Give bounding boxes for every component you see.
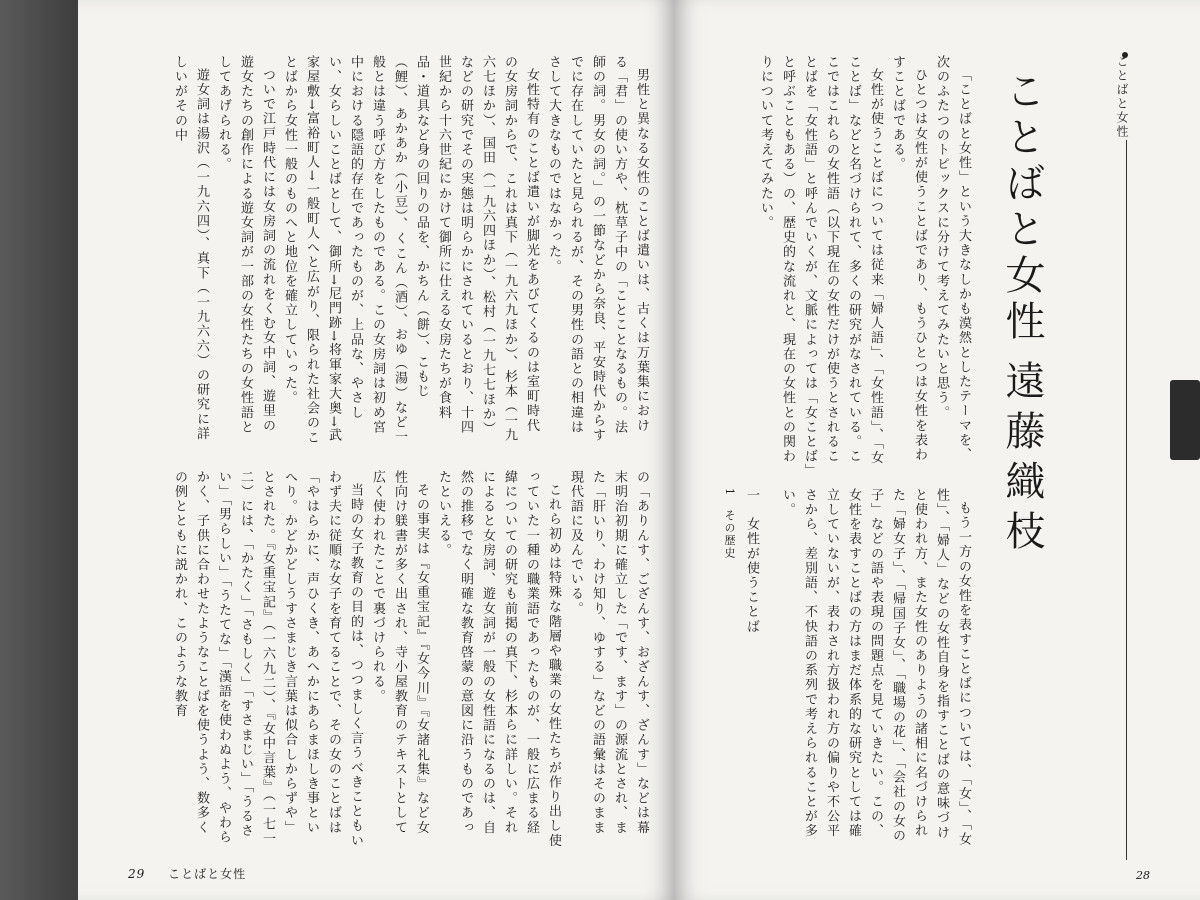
paragraph: の「ありんす、ござんす、おざんす、ざんす」などは幕末明治初期に確立した「です、ます」の源流とされ、また「肝いり、わけ知り、ゆする」などの語彙はそのまま現代語に及んでいる。 [568, 470, 649, 835]
paragraph: 男性と異なる女性のことば遣いは、古くは万葉集における「君」の使い方や、枕草子中の「ことことなるもの。法師の詞。男女の詞。」の一節などから奈良、平安時代からすでに存在していたと見られるが、その男性の語との相違はさして大きなものではなかった。 [546, 55, 649, 443]
paragraph: 当時の女子教育の目的は、つつましく言うべきこともいわず夫に従順な女子を育てることで、その女のことばは「やはらかに、声ひくき、あへかにあらまほしき事といへり。かどかどしうすさまじき言葉は似合しからずや」とされた。『女重宝記』（一六九二）、『女中言葉』（一七一二）には、「かたく」「さもしく」「すさまじい」「うるさい」「男らしい」「うたてな」「漢語を使わぬよう、やわらかく、子供に合わせたようなことばを使うよう、数多くの例とともに説かれ、このような教育 [172, 470, 363, 848]
right-page [674, 0, 1200, 900]
paragraph: 「ことばと女性」という大きなしかも漠然としたテーマを、次のふたつのトピックスに分けて考えてみたいと思う。 [934, 55, 971, 463]
paragraph: 遊女詞は湯沢（一九六四）、真下（一九六六）の研究に詳しいがその中 [172, 55, 209, 442]
article-title: ことばと女性 [1000, 70, 1044, 346]
paragraph: 女性特有のことば遣いが脚光をあびてくるのは室町時代の女房詞からで、これは真下（一九六九ほか）、杉本（一九六七ほか）、国田（一九六四ほか）、松村（一九七七ほか）などの研究でその実態は明らかにされているとおり、十四世紀から十六世紀にかけて御所に仕える女房たちが食料品・道具など身の回りの品を、かちん（餅）、こもじ（鯉）、あかあか（小豆）、くこん（酒）、おゆ（湯）など一般とは違う呼び方をしたものである。この女房詞は初め宮中における隠語的存在であったものが、上品な、やさしい、女らしいことばとして、御所→尼門跡→将軍家大奥→武家屋敷→富裕町人→一般町人へと広がり、限られた社会のことばから女性一般のものへと地位を確立していった。 [282, 55, 539, 445]
running-head: ことばと女性 [1115, 55, 1129, 139]
right-upper-text-block [694, 55, 974, 475]
paragraph: これら初めは特殊な階層や職業の女性たちが作り出し使っていた一種の職業語であったものが、一般に広まる経緯についての研究も前掲の真下、杉本らに詳しい。それによると女房詞、遊女詞が一般の女性語になるのは、自然の推移でなく明確な教育啓蒙の意図に沿うものであったといえる。 [436, 470, 561, 848]
paragraph: その事実は『女重宝記』『女今川』『女諸礼集』など女性向け躾書が多く出され、寺小屋教育のテキストとして広く使われたことで裏づけられる。 [370, 470, 429, 835]
running-head-rule [1126, 140, 1127, 860]
desk-object [1170, 380, 1200, 460]
page-number: 28 [1136, 869, 1150, 882]
page-number: 29 [128, 867, 146, 881]
paragraph: もう一方の女性を表すことばについては、「女」、「女性」、「婦人」などの女性自身を指すことばの意味づけと使われ方、また女性のありようの諸相に名づけられた「婦女子」、「帰国子女」、「職場の花」、「会社の女の子」などの語や表現の問題点を見ていきたい。この、女性を表すことばの方はまだ体系的な研究としては確立していないが、表わされ方扱われ方の偏りや不公平さから、差別語、不快語の系列で考えられることが多い。 [780, 488, 971, 847]
left-footer [128, 865, 246, 882]
paragraph: 女性が使うことばについては従来「婦人語」、「女性語」、「女ことば」などと名づけられて、多くの研究がなされている。ここではこれらの女性語（以下現在の女性だけが使うとされることばを「女性語」と呼んでいくが、文脈によっては「女ことば」と呼ぶこともある）の、歴史的な流れと、現在の女性との関わりについて考えてみたい。 [758, 55, 883, 472]
right-lower-text-block [694, 488, 974, 848]
running-footer-title: ことばと女性 [168, 867, 247, 881]
author-name: 遠藤織枝 [999, 360, 1045, 560]
left-upper-text-block [87, 55, 652, 445]
paragraph: ひとつは女性が使うことばであり、もうひとつは女性を表わすことばである。 [890, 55, 927, 463]
section-heading: 一 女性が使うことば [744, 488, 759, 634]
left-lower-text-block [87, 470, 652, 848]
left-page [78, 0, 674, 900]
paragraph: ついで江戸時代には女房詞の流れをくむ女中詞、遊里の遊女たちの創作による遊女詞が一部の女性たちの女性語としてあげられる。 [216, 55, 275, 435]
subsection-heading: 1 その歴史 [723, 488, 736, 560]
